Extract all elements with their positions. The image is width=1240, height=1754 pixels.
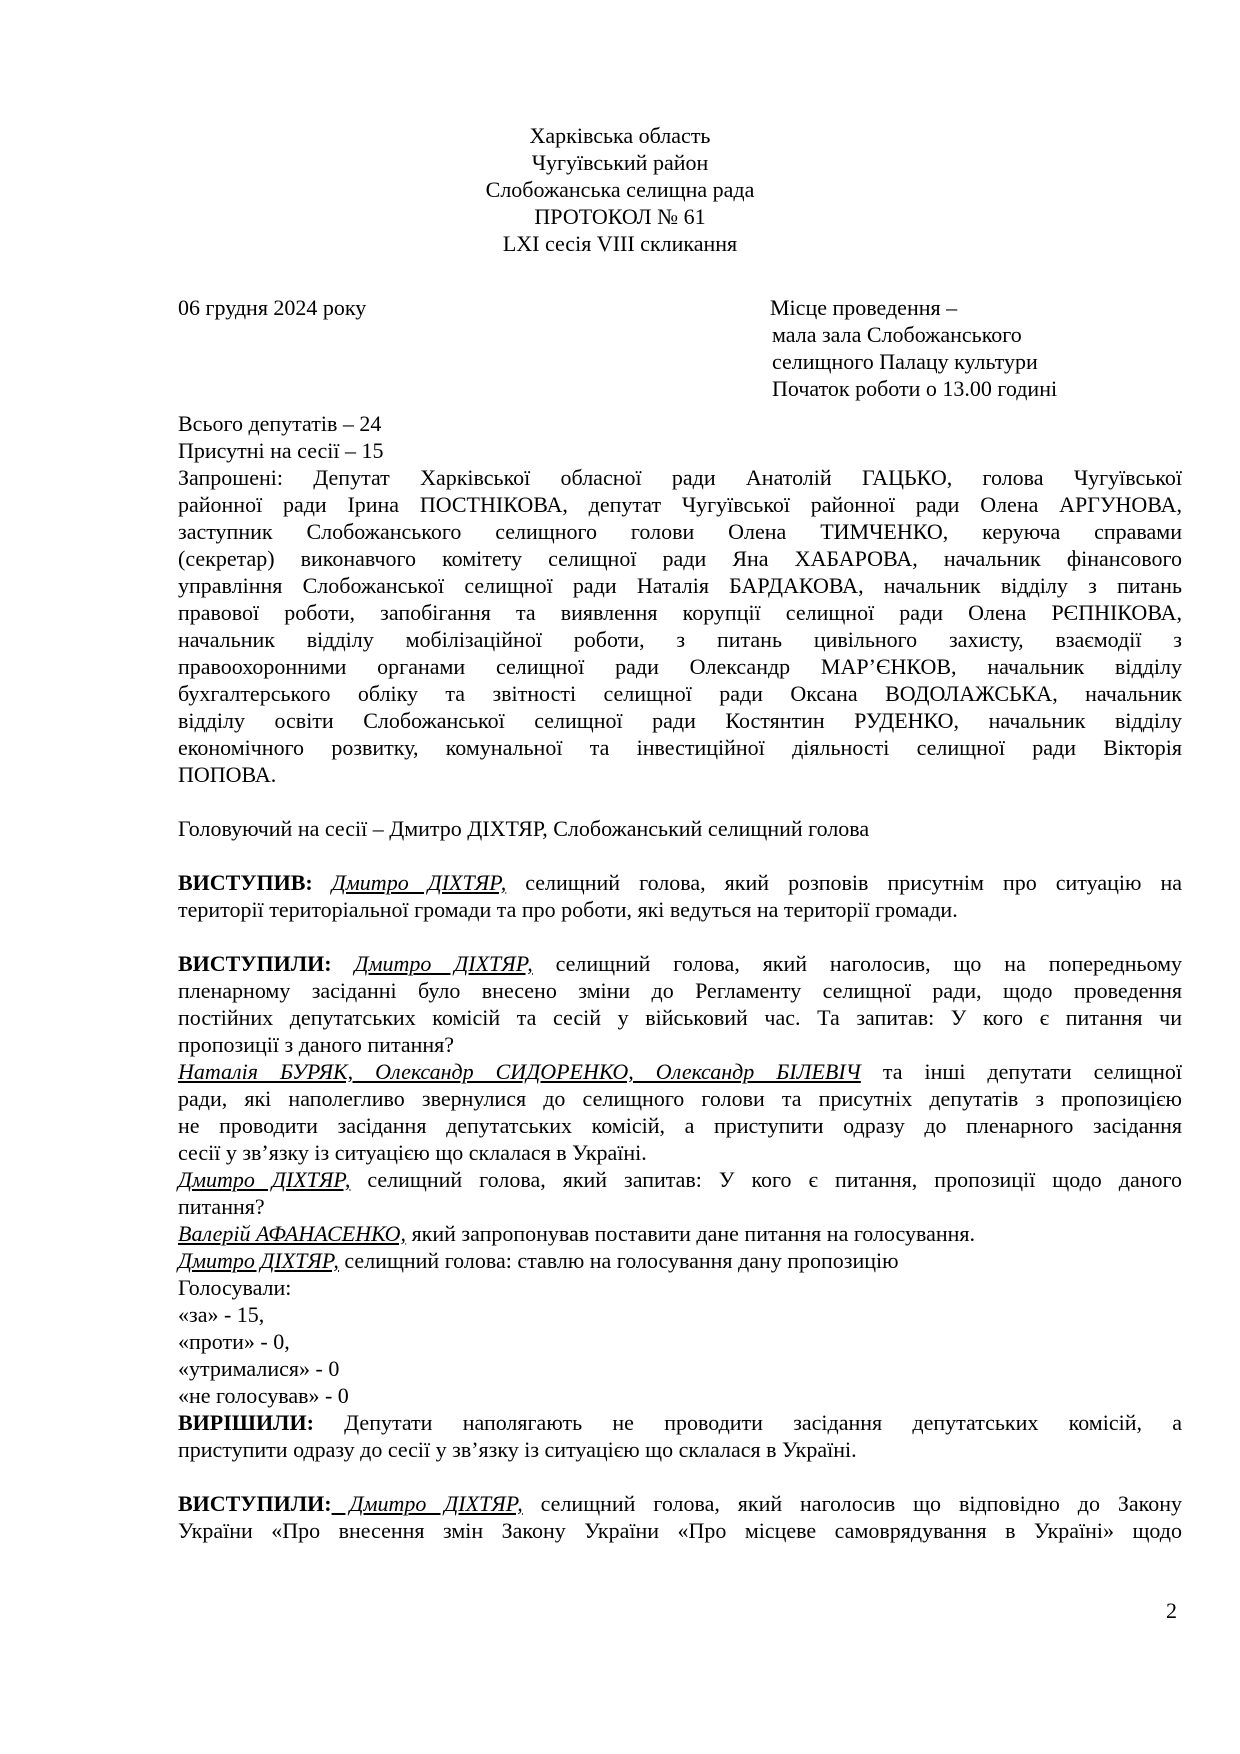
votes-not-voted: «не голосував» - 0 [178, 1383, 349, 1408]
header-protocol: ПРОТОКОЛ № 61 [534, 204, 706, 229]
meeting-place [770, 294, 1057, 402]
document-header [0, 122, 1240, 257]
votes-abstained: «утрималися» - 0 [178, 1356, 340, 1381]
text-line: Запрошені: Депутат Харківської обласної ради Анатолій ГАЦЬКО, голова Чугуївської [178, 465, 1182, 490]
speaker-name: Дмитро ДІХТЯР, [178, 1248, 339, 1273]
decision [178, 1409, 1182, 1463]
text-line: постійних депутатських комісій та сесій у військовий час. Та запитав: У кого є питання чи [178, 1005, 1182, 1030]
text-line: питання? [178, 1194, 265, 1219]
votes-against: «проти» - 0, [178, 1329, 290, 1354]
text-line: управління Слобожанської селищної ради Наталія БАРДАКОВА, начальник відділу з питань [178, 573, 1182, 598]
speech-text: та інші депутати селищної [860, 1059, 1182, 1084]
speaker-name: Валерій АФАНАСЕНКО, [178, 1221, 407, 1246]
place-line: селищного Палацу культури [772, 349, 1038, 374]
speech-3 [178, 1490, 1182, 1544]
speech-text: який запропонував поставити дане питання на голосування. [406, 1221, 976, 1246]
header-council: Слобожанська селищна рада [485, 177, 755, 202]
votes-for: «за» - 15, [178, 1302, 265, 1327]
speaker-name: Дмитро ДІХТЯР, [178, 1167, 351, 1192]
total-deputies: Всього депутатів – 24 [178, 411, 382, 436]
header-region: Харківська область [529, 123, 711, 148]
decision-text: Депутати наполягають не проводити засідання депутатських комісій, а [313, 1410, 1182, 1435]
text-line: заступник Слобожанського селищного голови Олена ТИМЧЕНКО, керуюча справами [178, 519, 1182, 544]
invited-paragraph [178, 464, 1182, 788]
text-line: районної ради Ірина ПОСТНІКОВА, депутат Чугуївської районної ради Олена АРГУНОВА, [178, 492, 1182, 517]
text-line: начальник відділу мобілізаційної роботи, з питань цивільного захисту, взаємодії з [178, 627, 1182, 652]
text-line: правової роботи, запобігання та виявлення корупції селищної ради Олена РЄПНІКОВА, [178, 600, 1182, 625]
page-number: 2 [1166, 1598, 1177, 1623]
speech-label: ВИСТУПИЛИ: [178, 1491, 332, 1516]
text-line: сесії у зв’язку із ситуацією що склалася в Україні. [178, 1140, 647, 1165]
text-line: приступити одразу до сесії у зв’язку із ситуацією що склалася в Україні. [178, 1437, 857, 1462]
text-line: ради, які наполегливо звернулися до селищного голови та присутніх депутатів з пропозицією [178, 1086, 1182, 1111]
speech-text: селищний голова, який запитав: У кого є питання, пропозиції щодо даного [350, 1167, 1182, 1192]
speaker-name: Дмитро ДІХТЯР, [331, 1491, 523, 1516]
speaker-names: Наталія БУРЯК, Олександр СИДОРЕНКО, Олександр БІЛЕВІЧ [178, 1059, 861, 1084]
text-line: України «Про внесення змін Закону України «Про місцеве самоврядування в Україні» щодо [178, 1518, 1182, 1543]
place-line: Місце проведення – [770, 295, 958, 320]
place-line: мала зала Слобожанського [772, 322, 1022, 347]
header-session: LXI сесія VIII скликання [502, 231, 738, 256]
text-line: пленарному засіданні було внесено зміни до Регламенту селищної ради, щодо проведення [178, 978, 1182, 1003]
speaker-name: Дмитро ДІХТЯР, [354, 951, 533, 976]
speech-1 [178, 869, 1182, 923]
meeting-date: 06 грудня 2024 року [178, 295, 367, 320]
text-line: правоохоронними органами селищної ради Олександр МАР’ЄНКОВ, начальник відділу [178, 654, 1182, 679]
speech-label: ВИСТУПИВ: [178, 870, 313, 895]
speech-text: селищний голова, який наголосив що відповідно до Закону [522, 1491, 1182, 1516]
start-time: Початок роботи о 13.00 годині [772, 376, 1058, 401]
text-line: відділу освіти Слобожанської селищної ради Костянтин РУДЕНКО, начальник відділу [178, 708, 1182, 733]
text-line: території територіальної громади та про роботи, які ведуться на території громади. [178, 897, 958, 922]
protocol-body [178, 410, 1182, 1544]
speech-label: ВИСТУПИЛИ: [178, 951, 332, 976]
decision-label: ВИРІШИЛИ: [178, 1410, 314, 1435]
header-district: Чугуївський район [531, 150, 709, 175]
text-line: економічного розвитку, комунальної та інвестиційної діяльності селищної ради Вікторія [178, 735, 1182, 760]
text-line: не проводити засідання депутатських комісій, а приступити одразу до пленарного засідання [178, 1113, 1182, 1138]
vote-results [178, 1274, 1182, 1409]
speech-text: селищний голова, який наголосив, що на попередньому [532, 951, 1183, 976]
present-deputies: Присутні на сесії – 15 [178, 438, 384, 463]
votes-title: Голосували: [178, 1275, 292, 1300]
speech-text: селищний голова, який розповів присутнім про ситуацію на [506, 870, 1182, 895]
speech-text: селищний голова: ставлю на голосування дану пропозицію [338, 1248, 899, 1273]
speaker-name: Дмитро ДІХТЯР, [331, 870, 507, 895]
text-line: бухгалтерського обліку та звітності селищної ради Оксана ВОДОЛАЖСЬКА, начальник [178, 681, 1182, 706]
chairperson: Головуючий на сесії – Дмитро ДІХТЯР, Слобожанський селищний голова [178, 816, 870, 841]
text-line: ПОПОВА. [178, 762, 277, 787]
text-line: пропозиції з даного питання? [178, 1032, 455, 1057]
speech-2 [178, 950, 1182, 1274]
text-line: (секретар) виконавчого комітету селищної ради Яна ХАБАРОВА, начальник фінансового [178, 546, 1182, 571]
